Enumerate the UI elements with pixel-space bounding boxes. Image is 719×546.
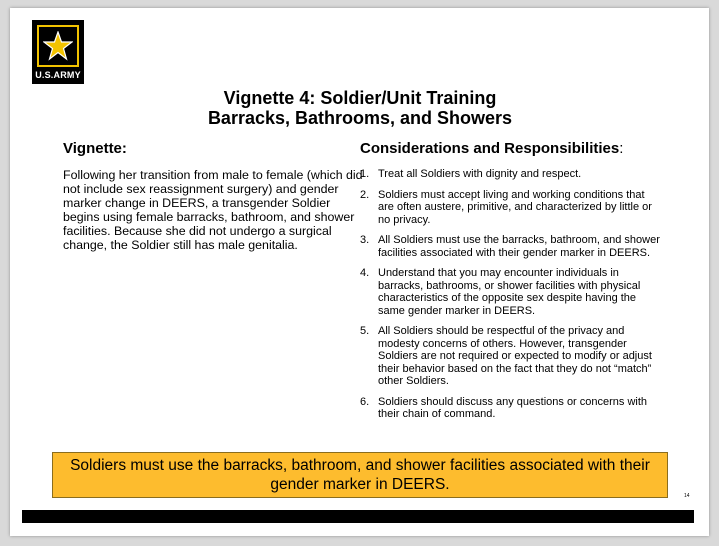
considerations-section bbox=[360, 140, 660, 429]
slide bbox=[10, 8, 709, 536]
considerations-list bbox=[360, 168, 660, 421]
list-item bbox=[360, 396, 660, 421]
item-text: Soldiers must accept living and working conditions that are often austere, primitive, and characterized by little or no privacy. bbox=[378, 188, 652, 226]
vignette-section bbox=[63, 140, 363, 252]
page-number: 14 bbox=[684, 493, 690, 499]
considerations-heading-colon: : bbox=[619, 140, 624, 157]
callout-text: Soldiers must use the barracks, bathroom, and shower facilities associated with their gender marker in DEERS. bbox=[70, 457, 650, 493]
item-number: 5. bbox=[360, 325, 370, 337]
vignette-text: Following her transition from male to female (which did not include sex reassignment surgery) and gender marker change in DEERS, a transgender Soldier begins using female barracks, bathroom, and shower facilities. Because she did not undergo a surgical change, the Soldier still has male genitalia. bbox=[63, 168, 363, 252]
footer-bar bbox=[22, 510, 694, 523]
item-text: Treat all Soldiers with dignity and respect. bbox=[378, 168, 582, 180]
item-text: All Soldiers should be respectful of the privacy and modesty concerns of others. However, transgender Soldiers are not required or expected to modify or adjust their behavior based on the fact that they do not “match” other Soldiers. bbox=[378, 325, 652, 387]
considerations-heading bbox=[360, 140, 660, 158]
item-number: 3. bbox=[360, 234, 370, 246]
item-number: 1. bbox=[360, 168, 370, 180]
item-number: 6. bbox=[360, 395, 370, 408]
page-title bbox=[140, 88, 580, 128]
logo-text: U.S.ARMY bbox=[35, 70, 81, 80]
item-number: 4. bbox=[360, 267, 370, 279]
list-item bbox=[360, 234, 660, 259]
list-item bbox=[360, 267, 660, 317]
item-text: Understand that you may encounter individuals in barracks, bathrooms, or shower facilities with physical characteristics of the opposite sex despite having the same gender marker in DEERS. bbox=[378, 267, 641, 317]
list-item bbox=[360, 168, 660, 181]
title-line-1: Vignette 4: Soldier/Unit Training bbox=[223, 88, 497, 108]
list-item bbox=[360, 189, 660, 227]
title-line-2: Barracks, Bathrooms, and Showers bbox=[207, 108, 513, 128]
army-logo bbox=[32, 20, 84, 84]
considerations-heading-text: Considerations and Responsibilities bbox=[360, 140, 620, 157]
item-text: All Soldiers must use the barracks, bathroom, and shower facilities associated with their gender marker in DEERS. bbox=[378, 234, 660, 259]
star-icon bbox=[37, 25, 79, 67]
callout-box bbox=[52, 452, 668, 498]
list-item bbox=[360, 325, 660, 388]
vignette-heading: Vignette: bbox=[63, 140, 127, 157]
item-text: Soldiers should discuss any questions or concerns with their chain of command. bbox=[378, 395, 648, 420]
item-number: 2. bbox=[360, 188, 370, 201]
